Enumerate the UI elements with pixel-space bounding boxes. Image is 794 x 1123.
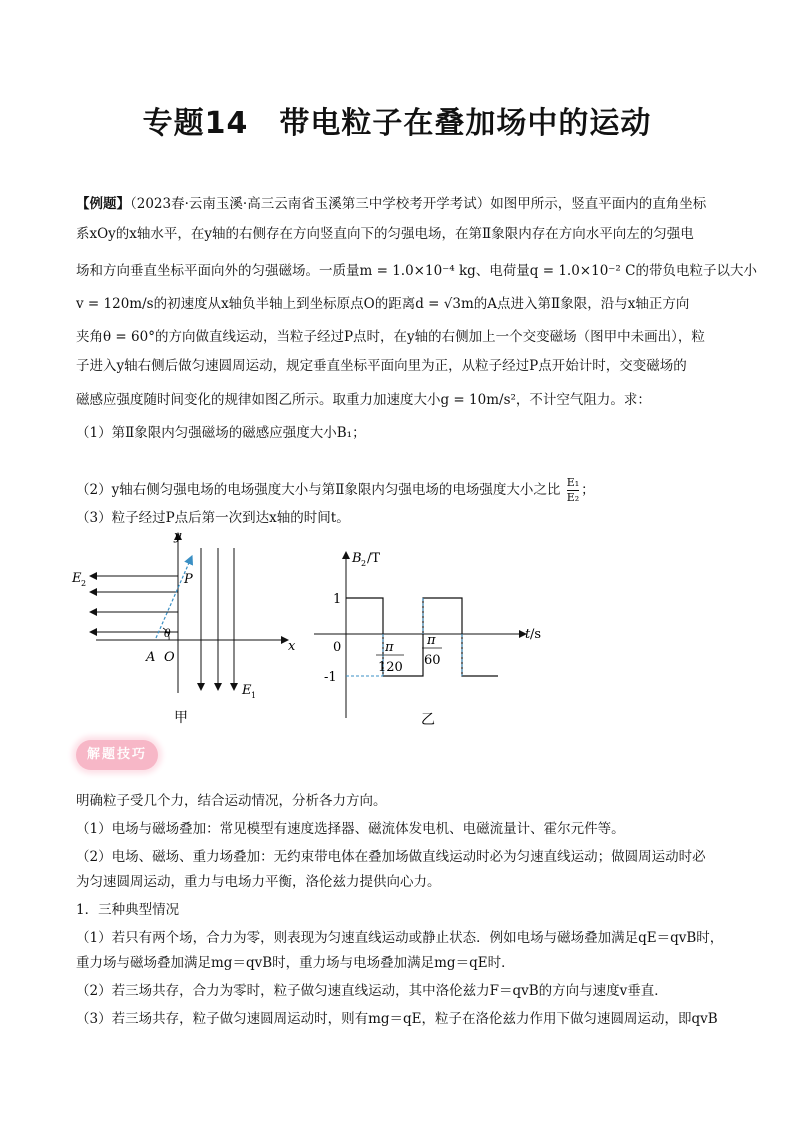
point-a-label: A bbox=[146, 650, 156, 665]
question-2 bbox=[76, 476, 595, 505]
tips-item-2a: （2）电场、磁场、重力场叠加：无约束带电体在叠加场做直线运动时必为匀速直线运动；做圆周运动时必 bbox=[76, 849, 706, 865]
case-2: （2）若三场共存，合力为零时，粒子做匀速直线运动，其中洛伦兹力F＝qvB的方向与速度v垂直． bbox=[76, 983, 668, 999]
page-title: 专题14 带电粒子在叠加场中的运动 bbox=[142, 106, 652, 141]
b-waveform bbox=[346, 598, 498, 676]
case-3: （3）若三场共存，粒子做匀速圆周运动时，则有mg＝qE，粒子在洛伦兹力作用下做匀速圆周运动，即qvB bbox=[76, 1011, 718, 1027]
b-axis-label: B bbox=[352, 551, 362, 566]
figure-right bbox=[308, 548, 558, 730]
e2-subscript: 2 bbox=[81, 579, 87, 588]
tips-intro: 明确粒子受几个力，结合运动情况，分析各力方向。 bbox=[76, 793, 387, 809]
point-p-label: P bbox=[184, 572, 193, 587]
tick-t2-den: 60 bbox=[424, 653, 441, 668]
tips-item-1: （1）电场与磁场叠加：常见模型有速度选择器、磁流体发电机、电磁流量计、霍尔元件等。 bbox=[76, 821, 625, 837]
ratio-fraction bbox=[567, 476, 579, 505]
question-3: （3）粒子经过P点后第一次到达x轴的时间t。 bbox=[76, 510, 350, 526]
figure-right-caption: 乙 bbox=[421, 712, 435, 728]
tick-t2-pi: π bbox=[427, 633, 436, 648]
ratio-numerator: E₁ bbox=[566, 476, 580, 489]
example-line-1 bbox=[76, 192, 706, 212]
case-1b: 重力场与磁场叠加满足mg＝qvB时，重力场与电场叠加满足mg＝qE时． bbox=[76, 955, 515, 971]
question-2-end: ； bbox=[581, 482, 595, 498]
e1-subscript: 1 bbox=[251, 691, 257, 700]
question-2-text: （2）y轴右侧匀强电场的电场强度大小与第Ⅱ象限内匀强电场的电场强度大小之比 bbox=[76, 482, 561, 498]
example-line-3: 场和方向垂直坐标平面向外的匀强磁场。一质量m = 1.0×10⁻⁴ kg、电荷量q = 1.0×10⁻² C的带负电粒子以大小 bbox=[76, 263, 757, 279]
example-line-2: 系xOy的x轴水平，在y轴的右侧存在方向竖直向下的匀强电场，在第Ⅱ象限内存在方向水平向左的匀强电 bbox=[76, 226, 694, 242]
e1-label: E bbox=[242, 683, 252, 698]
tips-item-2b: 为匀速圆周运动，重力与电场力平衡，洛伦兹力提供向心力。 bbox=[76, 874, 441, 890]
tick-minus-one: -1 bbox=[324, 670, 337, 685]
t-axis-unit: /s bbox=[530, 627, 542, 642]
case-1a: （1）若只有两个场，合力为零，则表现为匀速直线运动或静止状态．例如电场与磁场叠加满足qE＝qvB时， bbox=[76, 930, 724, 946]
tick-one: 1 bbox=[333, 592, 342, 607]
origin-label: O bbox=[164, 650, 175, 665]
solution-tips-badge: 解题技巧 bbox=[76, 740, 158, 770]
ratio-denominator: E₂ bbox=[566, 491, 580, 504]
figure-left-caption: 甲 bbox=[174, 710, 188, 726]
example-line-4: v = 120m/s的初速度从x轴负半轴上到坐标原点O的距离d = √3m的A点进入第Ⅱ象限，沿与x轴正方向 bbox=[76, 296, 690, 312]
figure-left bbox=[66, 528, 306, 728]
example-line-5: 夹角θ = 60°的方向做直线运动，当粒子经过P点时，在y轴的右侧加上一个交变磁场（图甲中未画出），粒 bbox=[76, 329, 705, 345]
y-axis-label: y bbox=[174, 529, 182, 544]
example-tag: 【例题】 bbox=[76, 196, 130, 212]
example-source: （2023春·云南玉溪·高三云南省玉溪第三中学校考开学考试） bbox=[130, 196, 491, 212]
section-heading: 1．三种典型情况 bbox=[76, 902, 180, 918]
question-1: （1）第Ⅱ象限内匀强磁场的磁感应强度大小B₁； bbox=[76, 425, 366, 441]
tick-zero: 0 bbox=[333, 640, 342, 655]
tick-t1-pi: π bbox=[385, 640, 394, 655]
example-text-1: 如图甲所示，竖直平面内的直角坐标 bbox=[490, 196, 707, 212]
particle-trajectory bbox=[156, 556, 192, 638]
tick-t1-den: 120 bbox=[378, 660, 403, 675]
e2-label: E bbox=[72, 571, 82, 586]
theta-label: θ bbox=[164, 627, 171, 640]
t-axis-label: t bbox=[525, 627, 531, 642]
b-axis-unit: /T bbox=[367, 551, 381, 566]
example-line-6: 子进入y轴右侧后做匀速圆周运动，规定垂直坐标平面向里为正，从粒子经过P点开始计时，交变磁场的 bbox=[76, 358, 687, 374]
x-axis-label: x bbox=[288, 639, 296, 654]
example-line-7: 磁感应强度随时间变化的规律如图乙所示。取重力加速度大小g = 10m/s²，不计空气阻力。求： bbox=[76, 392, 651, 408]
b-axis-subscript: 2 bbox=[361, 559, 367, 568]
